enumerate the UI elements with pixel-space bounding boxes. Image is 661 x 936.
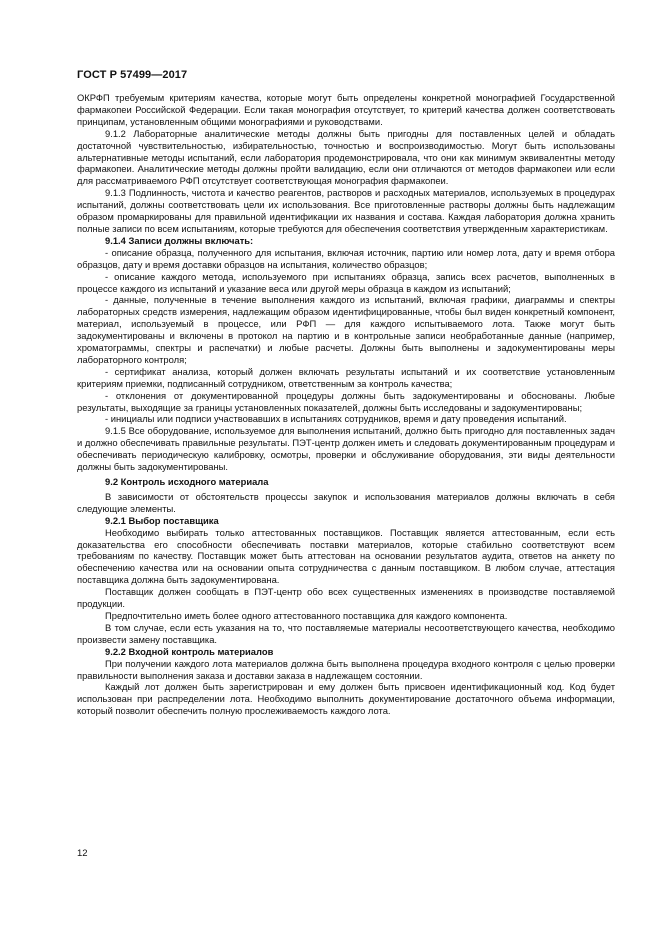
heading-9-2: 9.2 Контроль исходного материала [105,476,269,487]
list-item: - сертификат анализа, который должен включать результаты испытаний и их соответствие установленным критериям приемки, подписанный сотрудником, ответственным за контроль качества; [77,365,615,389]
paragraph: В том случае, если есть указания на то, что поставляемые материалы несоответствующего качества, необходимо произвести замену поставщика. [77,621,615,645]
paragraph-9-2: В зависимости от обстоятельств процессы закупок и использования материалов должны включать в себя следующие элементы. [77,490,615,514]
heading-9-2-2: 9.2.2 Входной контроль материалов [105,645,274,657]
paragraph: Поставщик должен сообщать в ПЭТ-центр обо всех существенных изменениях в производстве поставляемой продукции. [77,586,615,610]
list-item: - описание образца, полученного для испытания, включая источник, партию или номер лота, дату и время отбора образцов, дату и время доставки образцов на испытания, количество образцов; [77,246,615,270]
paragraph: Предпочтительно иметь более одного аттестованного поставщика для каждого компонента. [105,609,508,621]
paragraph: При получении каждого лота материалов должна быть выполнена процедура входного контроля с целью проверки правильности выполнения заказа и доставки заказа в надлежащем состоянии. [77,657,615,681]
paragraph: Каждый лот должен быть зарегистрирован и ему должен быть присвоен идентификационный код. Код будет использован при распределении лота. Необходимо выполнить документирование достаточного объема информации, который позволит обеспечить полную прослеживаемость каждого лота. [77,681,615,717]
document-body [77,92,615,717]
paragraph-9-1-3: 9.1.3 Подлинность, чистота и качество реагентов, растворов и расходных материалов, используемых в процедурах испытаний, должны соответствовать цели их использования. Все приготовленные растворы должны быть надлежащим образом промаркированы для правильной идентификации их названия и состава. Каждая лаборатория должна хранить полные записи по всем испытаниям, которые требуются для обеспечения соответствия утвержденным характеристикам. [77,187,615,234]
paragraph-9-1-5: 9.1.5 Все оборудование, используемое для выполнения испытаний, должно быть пригодно для поставленных задач и должно обеспечивать правильные результаты. ПЭТ-центр должен иметь и следовать документированным процедурам и обеспечивать периодическую калибровку, осмотры, проверки и обслуживание оборудования, эти виды деятельности должны быть задокументированы. [77,425,615,473]
standard-code-header: ГОСТ Р 57499—2017 [77,69,188,81]
paragraph: ОКРФП требуемым критериям качества, которые могут быть определены конкретной монографией Государственной фармакопеи Российской Федерации. Если такая монография отсутствует, то критерий качества должен соответствовать принципам, установленным общими монографиями и руководствами. [77,92,615,127]
paragraph-9-1-2: 9.1.2 Лабораторные аналитические методы должны быть пригодны для поставленных целей и обладать достаточной чувствительностью, избирательностью, точностью и воспроизводимостью. Могут быть использованы альтернативные методы испытаний, если лаборатория продемонстрировала, что они как минимум эквивалентны методу фармакопеи. Аналитические методы должны пройти валидацию, если они отличаются от методов фармакопеи или если для рассматриваемого РФП отсутствует соответствующая монография фармакопеи. [77,127,615,187]
heading-9-2-1: 9.2.1 Выбор поставщика [105,514,219,526]
page-number: 12 [77,848,88,859]
list-item: - данные, полученные в течение выполнения каждого из испытаний, включая графики, диаграммы и спектры лабораторных средств измерения, надлежащим образом идентифицированные, чтобы был виден конкретный компонент, материал, используемый в процессе, или РФП — для каждого испытываемого лота. Также могут быть задокументированы и включены в протокол на партию и в контрольные записи необработанные данные (например, хроматограммы, спектры и распечатки) и любые расчеты. Должны быть выполнены и задокументированы меры лабораторного контроля; [77,294,615,365]
list-item: - инициалы или подписи участвовавших в испытаниях сотрудников, время и дату проведения испытаний. [105,413,567,425]
list-item: - отклонения от документированной процедуры должны быть задокументированы и обоснованы. Любые результаты, выходящие за границы установленных показателей, должны быть исследованы и задокументированы; [77,389,615,413]
list-item: - описание каждого метода, используемого при испытаниях образца, запись всех расчетов, выполненных в процессе каждого из испытаний и указание веса или другой меры образца в каждом из испытаний; [77,270,615,294]
paragraph: Необходимо выбирать только аттестованных поставщиков. Поставщик является аттестованным, если есть доказательства его способности обеспечивать поставки материалов, которые стабильно соответствуют всем требованиям по качеству. Поставщик может быть аттестован на основании результатов аудита, ответов на анкету по обеспечению качества или на основании опыта сотрудничества с данным поставщиком. В любом случае, аттестация поставщика должна быть задокументирована. [77,526,615,586]
heading-9-1-4: 9.1.4 Записи должны включать: [105,234,254,246]
